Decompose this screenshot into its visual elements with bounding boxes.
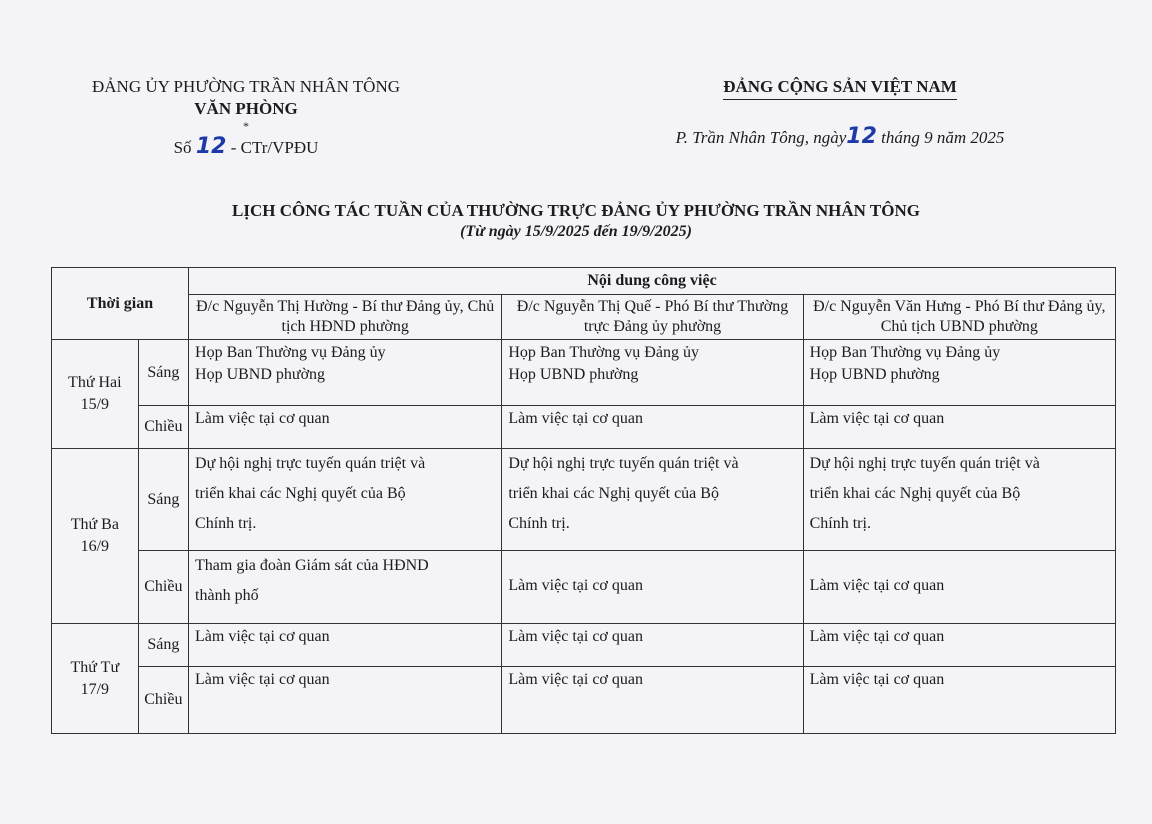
day-cell	[52, 449, 139, 624]
task-cell	[803, 406, 1115, 449]
task-cell	[189, 340, 502, 406]
place-date-suffix: tháng 9 năm 2025	[881, 128, 1005, 147]
task-text: thành phố	[195, 587, 259, 604]
person-header: Đ/c Nguyễn Văn Hưng - Phó Bí thư Đảng ủy, Chủ tịch UBND phường	[803, 295, 1115, 340]
day-date: 16/9	[80, 538, 110, 555]
session-cell: Chiều	[138, 551, 188, 624]
day-date: 17/9	[80, 680, 110, 698]
schedule-table	[51, 267, 1116, 734]
person-header: Đ/c Nguyễn Thị Quế - Phó Bí thư Thường trực Đảng ủy phường	[502, 295, 803, 340]
task-text: Dự hội nghị trực tuyến quán triệt và	[195, 455, 426, 472]
table-row	[52, 406, 1116, 449]
task-cell	[189, 551, 502, 624]
task-text: Họp UBND phường	[809, 366, 940, 383]
document-number	[40, 136, 452, 159]
session-cell: Sáng	[138, 624, 188, 667]
task-cell	[502, 406, 803, 449]
task-text: Làm việc tại cơ quan	[809, 410, 945, 427]
task-text: Chính trị.	[809, 515, 871, 532]
task-cell	[803, 551, 1115, 624]
title-main: LỊCH CÔNG TÁC TUẦN CỦA THƯỜNG TRỰC ĐẢNG ỦY PHƯỜNG TRẦN NHÂN TÔNG	[232, 201, 920, 220]
content-header: Nội dung công việc	[189, 268, 1116, 295]
session-cell: Chiều	[138, 667, 188, 734]
task-text: triển khai các Nghị quyết của Bộ	[195, 485, 406, 502]
day-cell	[52, 624, 139, 734]
task-text: Làm việc tại cơ quan	[809, 671, 945, 688]
task-text: Chính trị.	[195, 515, 257, 532]
table-header-row	[52, 268, 1116, 295]
party-block	[640, 76, 1040, 149]
task-text: triển khai các Nghị quyết của Bộ	[508, 485, 719, 502]
task-cell	[502, 624, 803, 667]
task-cell	[189, 449, 502, 551]
table-row	[52, 449, 1116, 551]
task-text: Làm việc tại cơ quan	[809, 577, 945, 594]
time-header: Thời gian	[52, 268, 189, 340]
task-text: Làm việc tại cơ quan	[195, 410, 330, 427]
doc-number-prefix: Số	[173, 138, 192, 157]
task-cell	[502, 667, 803, 734]
task-cell	[502, 449, 803, 551]
task-text: Làm việc tại cơ quan	[809, 628, 945, 645]
session-cell: Chiều	[138, 406, 188, 449]
table-row	[52, 667, 1116, 734]
table-row	[52, 551, 1116, 624]
task-cell	[189, 624, 502, 667]
person-header: Đ/c Nguyễn Thị Hường - Bí thư Đảng ủy, Chủ tịch HĐND phường	[189, 295, 502, 340]
document-title	[0, 200, 1152, 242]
day-date: 15/9	[80, 396, 110, 413]
task-text: Dự hội nghị trực tuyến quán triệt và	[508, 455, 739, 472]
table-row	[52, 624, 1116, 667]
task-text: Họp UBND phường	[195, 366, 326, 383]
task-text: Họp UBND phường	[508, 366, 639, 383]
date-day-handwritten: 12	[846, 124, 877, 149]
task-text: Làm việc tại cơ quan	[508, 671, 643, 688]
org-name: ĐẢNG ỦY PHƯỜNG TRẦN NHÂN TÔNG	[91, 77, 401, 96]
people-header-row	[52, 295, 1116, 340]
office-name: VĂN PHÒNG	[194, 99, 298, 118]
task-text: Làm việc tại cơ quan	[508, 410, 643, 427]
task-text: Tham gia đoàn Giám sát của HĐND	[195, 557, 429, 574]
task-text: Làm việc tại cơ quan	[508, 628, 643, 645]
day-label: Thứ Tư	[70, 658, 120, 676]
day-label: Thứ Ba	[70, 516, 119, 533]
place-date	[640, 126, 1040, 149]
table-row	[52, 340, 1116, 406]
task-text: Họp Ban Thường vụ Đảng ủy	[508, 344, 699, 361]
separator-star: *	[243, 119, 249, 133]
task-text: Dự hội nghị trực tuyến quán triệt và	[809, 455, 1040, 472]
task-text: Làm việc tại cơ quan	[195, 671, 330, 688]
task-cell	[502, 340, 803, 406]
place-date-prefix: P. Trần Nhân Tông, ngày	[675, 128, 847, 147]
task-text: Làm việc tại cơ quan	[195, 628, 330, 645]
task-cell	[803, 624, 1115, 667]
title-date-range: (Từ ngày 15/9/2025 đến 19/9/2025)	[460, 223, 692, 240]
task-cell	[502, 551, 803, 624]
party-name: ĐẢNG CỘNG SẢN VIỆT NAM	[723, 76, 957, 100]
task-text: Họp Ban Thường vụ Đảng ủy	[195, 344, 386, 361]
task-text: triển khai các Nghị quyết của Bộ	[809, 485, 1021, 502]
task-text: Họp Ban Thường vụ Đảng ủy	[809, 344, 1001, 361]
task-cell	[803, 340, 1115, 406]
task-cell	[803, 667, 1115, 734]
task-cell	[189, 406, 502, 449]
task-text: Làm việc tại cơ quan	[508, 577, 643, 594]
session-cell: Sáng	[138, 449, 188, 551]
task-cell	[189, 667, 502, 734]
doc-number-handwritten: 12	[195, 134, 227, 159]
doc-number-suffix: - CTr/VPĐU	[230, 138, 319, 157]
session-cell: Sáng	[138, 340, 188, 406]
day-cell	[52, 340, 139, 449]
issuing-office-block	[40, 76, 452, 159]
task-text: Chính trị.	[508, 515, 570, 532]
task-cell	[803, 449, 1115, 551]
day-label: Thứ Hai	[68, 374, 122, 391]
